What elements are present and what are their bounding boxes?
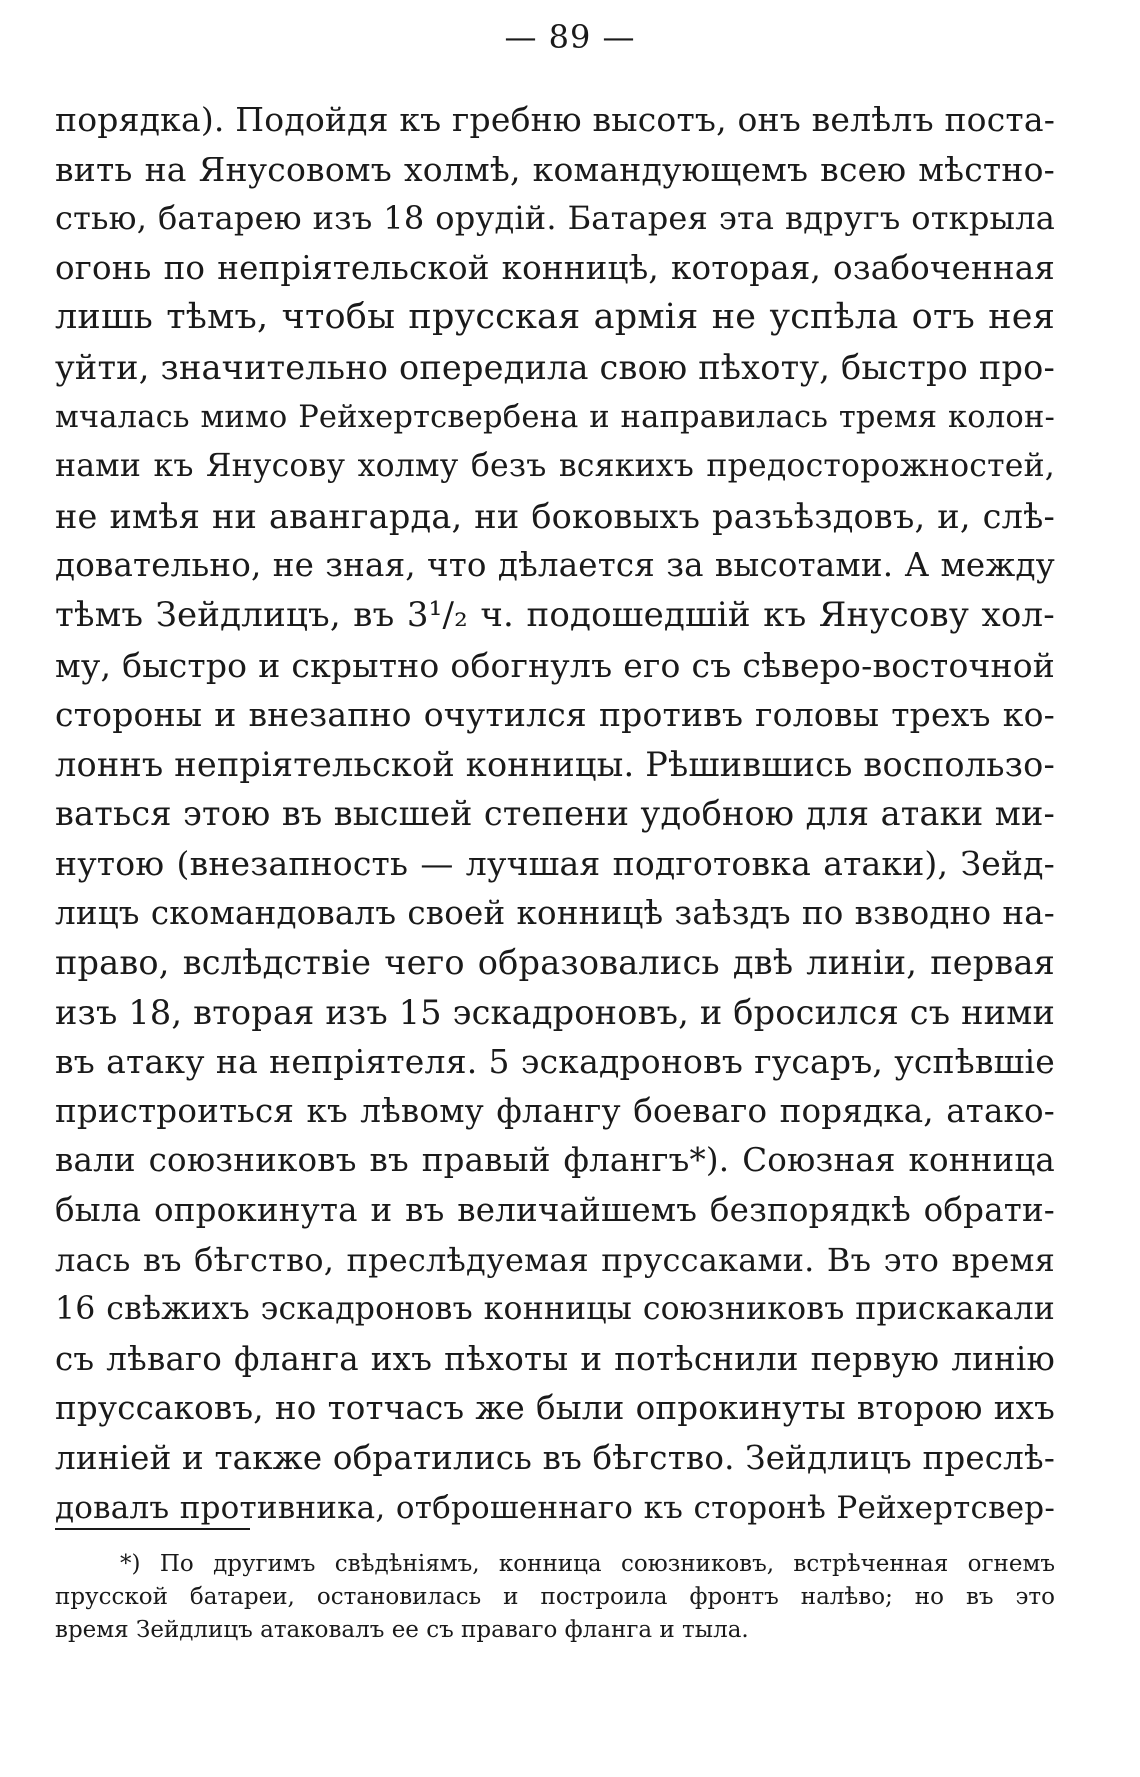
text-line: стороны и внезапно очутился противъ головы трехъ ко- [55, 695, 1055, 735]
text-line: 16 свѣжихъ эскадроновъ конницы союзниковъ прискакали [55, 1291, 1055, 1328]
text-line: линіей и также обратились въ бѣгство. Зейдлицъ преслѣ- [55, 1439, 1055, 1478]
text-line: довалъ противника, отброшеннаго къ сторонѣ Рейхертсвер- [55, 1489, 1055, 1526]
text-line: довательно, не зная, что дѣлается за высотами. А между [55, 546, 1055, 585]
page-number: — 89 — [504, 18, 636, 56]
text-line: вали союзниковъ въ правый флангъ*). Союзная конница [55, 1141, 1055, 1180]
text-line: пруссаковъ, но тотчасъ же были опрокинуты второю ихъ [55, 1389, 1055, 1428]
text-line: въ атаку на непріятеля. 5 эскадроновъ гусаръ, успѣвшіе [55, 1042, 1055, 1082]
text-line: уйти, значительно опередила свою пѣхоту, быстро про- [55, 347, 1055, 387]
text-line: нами къ Янусову холму безъ всякихъ предосторожностей, [55, 448, 1055, 485]
footnote-line: прусской батареи, остановилась и построила фронтъ налѣво; но въ это [55, 1584, 1055, 1610]
footnote-rule [55, 1528, 250, 1530]
text-line: тѣмъ Зейдлицъ, въ 3¹/₂ ч. подошедшій къ Янусову хол- [55, 594, 1055, 635]
body-text [55, 95, 1055, 1533]
text-line: лоннъ непріятельской конницы. Рѣшившись воспользо- [55, 744, 1055, 784]
text-line: му, быстро и скрытно обогнулъ его съ сѣверо-восточной [55, 645, 1055, 685]
text-line: пристроиться къ лѣвому флангу боеваго порядка, атако- [55, 1091, 1055, 1130]
footnote-line: время Зейдлицъ атаковалъ ее съ праваго фланга и тыла. [55, 1617, 749, 1643]
text-line: съ лѣваго фланга ихъ пѣхоты и потѣснили первую линію [55, 1339, 1055, 1378]
text-line: изъ 18, вторая изъ 15 эскадроновъ, и бросился съ ними [55, 992, 1055, 1032]
text-line: нутою (внезапность — лучшая подготовка атаки), Зейд- [55, 843, 1055, 883]
text-line: не имѣя ни авангарда, ни боковыхъ разъѣздовъ, и, слѣ- [55, 496, 1055, 536]
text-line: огонь по непріятельской конницѣ, которая, озабоченная [55, 248, 1055, 287]
text-line: право, вслѣдствіе чего образовались двѣ линіи, первая [55, 943, 1055, 983]
text-line: мчалась мимо Рейхертсвербена и направилась тремя колон- [55, 399, 1055, 435]
footnote-line: *) По другимъ свѣдѣніямъ, конница союзниковъ, встрѣченная огнемъ [120, 1551, 1055, 1577]
text-line: ваться этою въ высшей степени удобною для атаки ми- [55, 794, 1055, 834]
text-line: была опрокинута и въ величайшемъ безпорядкѣ обрати- [55, 1191, 1055, 1230]
text-line: лась въ бѣгство, преслѣдуемая пруссаками. Въ это время [55, 1240, 1055, 1279]
text-line: вить на Янусовомъ холмѣ, командующемъ всею мѣстно- [55, 149, 1055, 189]
text-line: лицъ скомандовалъ своей конницѣ заѣздъ по взводно на- [55, 893, 1055, 932]
text-line: порядка). Подойдя къ гребню высотъ, онъ велѣлъ поста- [55, 100, 1056, 139]
footnote [55, 1548, 1055, 1647]
text-line: лишь тѣмъ, чтобы прусская армія не успѣла отъ нея [55, 297, 1055, 338]
text-line: стью, батарею изъ 18 орудій. Батарея эта вдругъ открыла [55, 199, 1055, 238]
